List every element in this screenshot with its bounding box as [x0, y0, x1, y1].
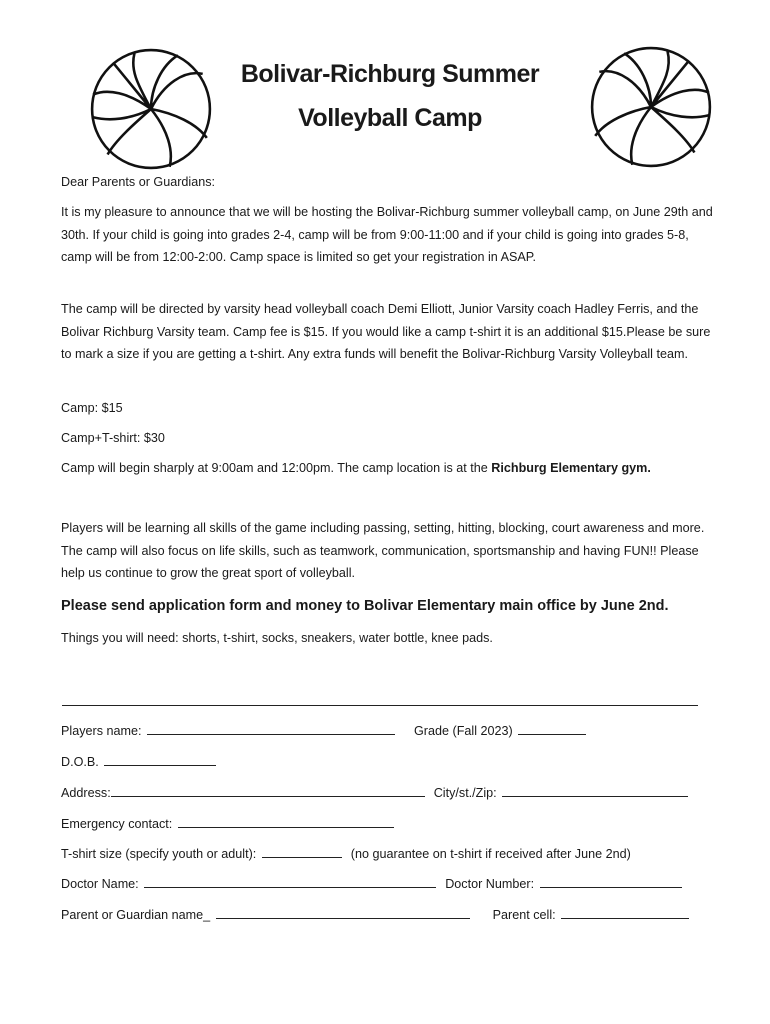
location-text: Camp will begin sharply at 9:00am and 12:00pm. The camp location is at the — [61, 461, 492, 475]
guardian-field[interactable] — [216, 904, 470, 919]
price-camp-tshirt: Camp+T-shirt: $30 — [61, 431, 165, 445]
staff-fee-paragraph: The camp will be directed by varsity head volleyball coach Demi Elliott, Junior Varsity coach Hadley Ferris, and the Bolivar Richburg Varsity team. Camp fee is $15. If you would like a camp t-shirt it is an additional $15.Please be sure to mark a size if you are getting a t-shirt. Any extra funds will benefit the Bolivar-Richburg Varsity Volleyball team. — [61, 302, 711, 361]
dob-field[interactable] — [104, 751, 216, 766]
tshirt-field[interactable] — [262, 843, 342, 858]
guardian-label: Parent or Guardian name_ — [61, 908, 211, 922]
players-name-field[interactable] — [147, 720, 395, 735]
tshirt-label: T-shirt size (specify youth or adult): — [61, 847, 257, 861]
address-row — [61, 782, 721, 802]
salutation: Dear Parents or Guardians: — [61, 175, 215, 189]
players-name-label: Players name: — [61, 724, 142, 738]
deadline-notice: Please send application form and money to Bolivar Elementary main office by June 2nd. — [61, 598, 669, 614]
intro-paragraph: It is my pleasure to announce that we will be hosting the Bolivar-Richburg summer volleyball camp, on June 29th and 30th. If your child is going into grades 2-4, camp will be from 9:00-11:00 and if your child is going into grades 5-8, camp will be from 12:00-2:00. Camp space is limited so get your registration in ASAP. — [61, 205, 713, 264]
parent-cell-field[interactable] — [561, 904, 689, 919]
players-row — [61, 720, 721, 740]
emergency-field[interactable] — [178, 813, 394, 828]
doctor-name-field[interactable] — [144, 873, 436, 888]
emergency-row — [61, 813, 721, 833]
form-divider — [62, 705, 698, 706]
location-paragraph — [61, 457, 713, 480]
price-camp: Camp: $15 — [61, 401, 123, 415]
page-title — [190, 52, 590, 140]
guardian-row — [61, 904, 721, 924]
doctor-number-label: Doctor Number: — [445, 877, 535, 891]
skills-paragraph: Players will be learning all skills of the game including passing, setting, hitting, blocking, court awareness and more. The camp will also focus on life skills, such as teamwork, communication, sportsmanship and having FUN!! Please help us continue to grow the great sport of volleyball. — [61, 521, 705, 580]
parent-cell-label: Parent cell: — [492, 908, 556, 922]
location-bold: Richburg Elementary gym. — [491, 461, 651, 475]
dob-label: D.O.B. — [61, 755, 99, 769]
grade-label: Grade (Fall 2023) — [414, 724, 513, 738]
tshirt-row — [61, 843, 721, 863]
city-label: City/st./Zip: — [433, 786, 497, 800]
city-field[interactable] — [502, 782, 688, 797]
doctor-number-field[interactable] — [540, 873, 682, 888]
tshirt-note: (no guarantee on t-shirt if received after June 2nd) — [350, 847, 631, 861]
address-label: Address: — [61, 786, 111, 800]
title-line-1: Bolivar-Richburg Summer — [240, 60, 540, 88]
address-field[interactable] — [111, 782, 425, 797]
volleyball-icon — [589, 45, 713, 169]
things-needed: Things you will need: shorts, t-shirt, socks, sneakers, water bottle, knee pads. — [61, 631, 493, 645]
doctor-name-label: Doctor Name: — [61, 877, 139, 891]
dob-row — [61, 751, 721, 771]
emergency-label: Emergency contact: — [61, 817, 173, 831]
grade-field[interactable] — [518, 720, 586, 735]
title-line-2: Volleyball Camp — [298, 104, 482, 132]
doctor-row — [61, 873, 721, 893]
